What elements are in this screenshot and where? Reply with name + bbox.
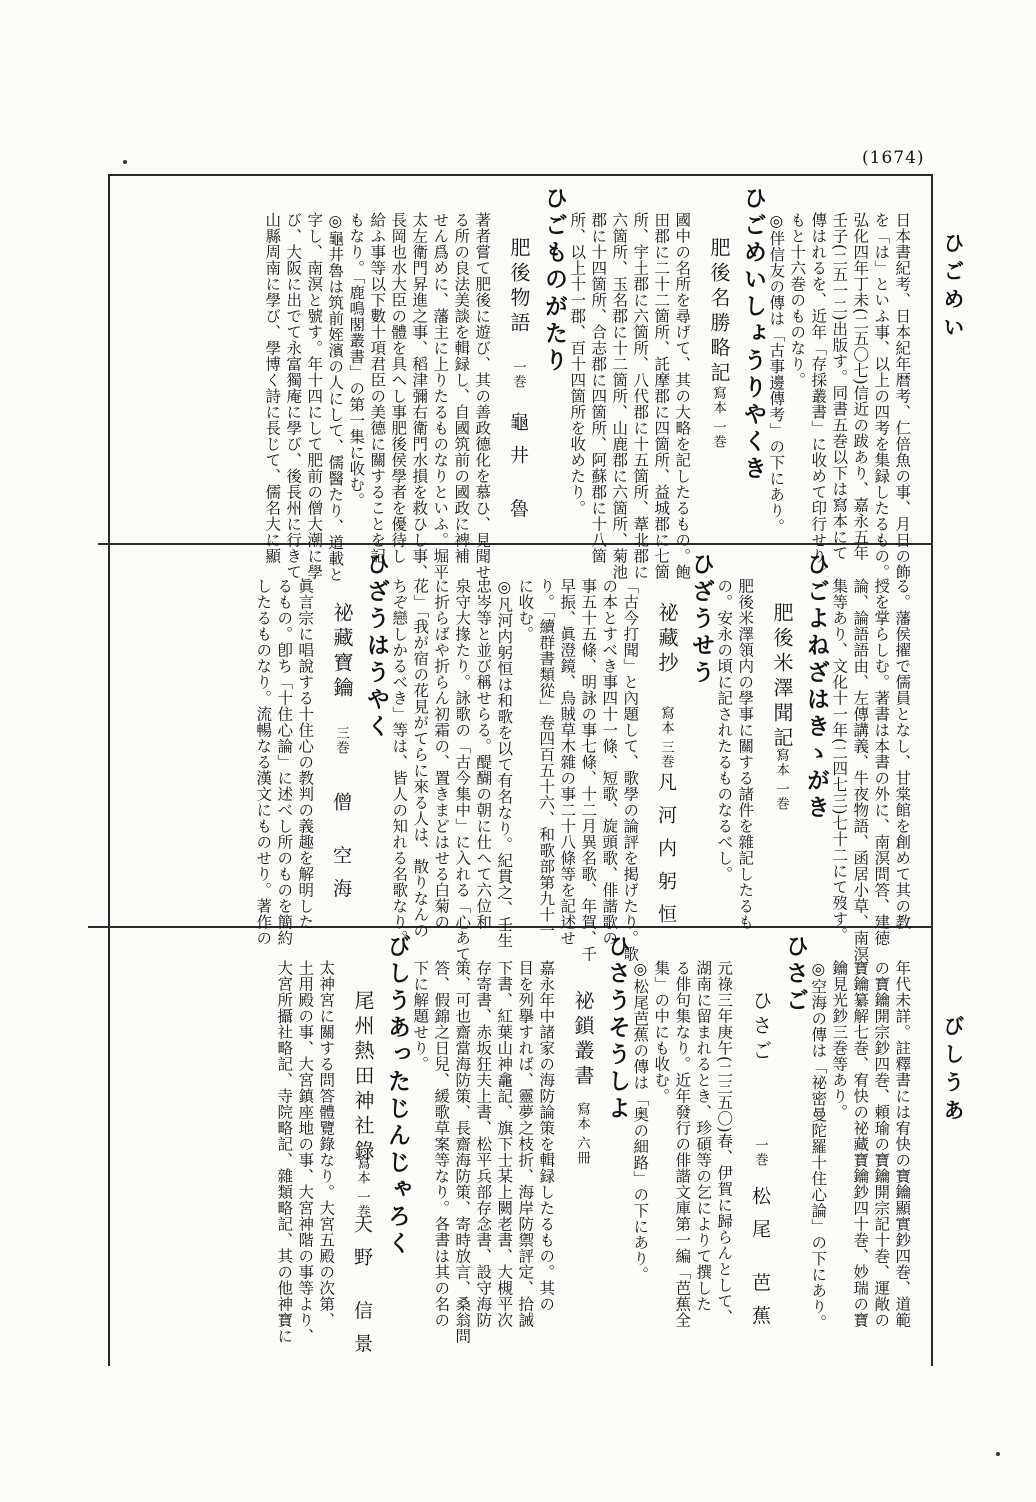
text-column: 六箇所、玉名郡に十二箇所、山鹿郡に六箇所、菊池 <box>610 212 629 580</box>
text-column: 泉守大掾たり。詠歌の「古今集中」に入れる「心あて <box>453 578 472 962</box>
text-column: ◎伴信友の傳は「古事邊傳考」の下にあり。 <box>767 212 786 535</box>
text-column: 事五十五條、明詠の事七條、十二月異名歌、年賀、千 <box>579 578 598 962</box>
text-column: 下に解題せり。 <box>411 960 430 1072</box>
entry-author: 天野 信景 <box>351 1214 373 1367</box>
text-column: 所、宇土郡に六箇所、八代郡に十五箇所、葦北郡に <box>631 212 650 580</box>
text-column: ◎龜井魯は筑前姪濱の人にして、儒醫たり、道載と <box>326 212 345 583</box>
text-column: び、大阪に出でて永富獨庵に學び、後長州に行きて <box>284 212 303 580</box>
entry-volume-note: 寫本 一巻 <box>773 748 789 812</box>
frame-top-rule <box>108 174 932 176</box>
text-column: 郡に十四箇所、合志郡に四箇所、阿蘇郡に十八箇 <box>589 212 608 564</box>
entry-title: 肥後名勝略記 <box>707 237 731 387</box>
text-column: ちぞ戀しかるべき」等は、皆人の知れる名歌なり。 <box>390 578 409 946</box>
text-column: 長岡也水大臣の體を具へし事肥後侯學者を優待し <box>389 212 408 564</box>
text-column: せん爲めに、藩主に上りたるものなりといふ。堀平 <box>431 212 450 580</box>
text-column: 論、論語語由、左傳講義、牛夜物語、函居小草、南溟 <box>851 578 870 962</box>
text-column: 「古今打聞」と內題して、歌學の論評を掲げたり。歌 <box>621 578 640 962</box>
text-column: もと十六巻のものなり。 <box>788 212 807 388</box>
text-column: 眞言宗に唱說する十住心の教判の義趣を解明した <box>296 578 315 930</box>
text-column: 田郡に二十二箇所、託摩郡に四箇所、益城郡に七箇 <box>652 212 671 580</box>
text-column: の。安永の頃に記されたるものなるべし。 <box>715 578 734 882</box>
text-column: 鑰見光鈔三巻等あり。 <box>830 960 849 1120</box>
entry-volume-note: 三巻 <box>333 726 349 755</box>
section-divider-1 <box>98 543 932 545</box>
text-column: したるものなり。流暢なる漢文にものせり。著作の <box>254 578 273 946</box>
text-column: 太左衛門昇進之事、稻津彌右衛門水損を救ひし事、 <box>410 212 429 580</box>
text-column: 壬子(二五一二)出版す。同書五巻以下は寫本にて <box>830 212 849 562</box>
text-column: 忠岑等と並び稱せらる。醍醐の朝に仕へて六位和 <box>474 578 493 930</box>
text-column: る所の良法美談を輯録し、自國筑前の國政に裨補 <box>452 212 471 564</box>
text-column: ◎凡河内躬恒は和歌を以て有名なり。紀貫之、壬生 <box>495 578 514 949</box>
entry-volume-note: 寫本 三巻 <box>658 706 674 770</box>
text-column: 嘉永年中諸家の海防論策を輯録したるもの。其の <box>537 960 556 1312</box>
text-column: ◎松尾芭蕉の傳は「奥の細路」の下にあり。 <box>631 960 650 1283</box>
text-column: に收む。 <box>516 578 535 642</box>
text-column: 字し、南溟と號す。年十四にして肥前の僧大潮に學 <box>305 212 324 580</box>
text-column: 肥後米澤領内の學事に關する諸件を雜記したるも <box>736 578 755 930</box>
text-column: 日本書紀考、日本紀年暦考、仁倍魚の事、月日の飾 <box>893 212 912 580</box>
entry-title: 肥後物語 <box>507 237 531 337</box>
entry-title: 祕藏寶鑰 <box>330 602 354 702</box>
text-column: る俳句集なり。近年發行の俳諧文庫第一編「芭蕉全 <box>673 960 692 1328</box>
text-column: 給ふ事等以下數十項君臣の美德に關することを記 <box>368 212 387 564</box>
entry-author: 凡河内躬恒 <box>655 772 677 937</box>
text-column: 大宮所攝社略記、寺院略記、雜類略記、其の他神寶に <box>275 960 294 1344</box>
entry-title: 尾州熱田神社錄 <box>351 990 375 1165</box>
text-column: の本とすべき事四十一條、短歌、旋頭歌、俳諧歌の <box>600 578 619 946</box>
text-column: 土用殿の事、大宮鎮座地の事、大宮神階の事等より、 <box>296 960 315 1344</box>
text-column: 弘化四年丁未(二五〇七)信近の跋あり、嘉永五年 <box>851 212 870 562</box>
text-column: の寶鑰開宗鈔四巻、頼瑜の寶鑰開宗記十巻、運敞の <box>872 960 891 1328</box>
text-column: 著者嘗て肥後に遊び、其の善政德化を慕ひ、見聞せ <box>473 212 492 580</box>
text-column: 傳はれるを、近年「存採叢書」に收めて印行せり。 <box>809 212 828 580</box>
entry-volume-note: 寫本 一巻 <box>710 386 726 450</box>
text-column: 所、以上十一郡、百十四箇所を收めたり。 <box>568 212 587 516</box>
text-column: るもの。卽ち「十住心論」に述べし所のものを簡約 <box>275 578 294 946</box>
entry-headword: ひさご <box>782 934 809 1015</box>
text-column: もなり。「鹿鳴閣叢書」の第一集に收む。 <box>347 212 366 509</box>
margin-dot <box>996 1452 1000 1456</box>
text-column: ◎空海の傳は「祕密曼陀羅十住心論」の下にあり。 <box>809 960 828 1331</box>
frame-left-rule <box>108 174 110 1366</box>
text-column: 元祿三年庚午(二三五〇)春、伊賀に歸らんとして、 <box>715 960 734 1326</box>
entry-author: 僧 空海 <box>330 792 352 912</box>
entry-volume-note: 一巻 <box>510 360 526 389</box>
text-column: 授を掌らしむ。著書は本書の外に、南溟問答、建徳 <box>872 578 891 946</box>
entry-volume-note: 一巻 <box>752 1138 768 1167</box>
text-column: 目を列擧すれば、靈夢之枝折、海岸防禦評定、拾誡 <box>516 960 535 1328</box>
entry-headword: びしうあったじんじゃろく <box>384 934 411 1258</box>
entry-title: ひさご <box>749 990 773 1065</box>
entry-title: 祕鎖叢書 <box>571 990 595 1090</box>
entry-headword: ひざうはうやく <box>363 552 390 741</box>
text-column: 答、假錦之日兒、緩歌草案等なり。各書は其の名の <box>432 960 451 1328</box>
entry-title: 肥後米澤聞記 <box>770 602 794 752</box>
frame-right-rule <box>931 174 933 1366</box>
text-column: 國中の名所を尋げて、其の大略を記したるもの。飽 <box>673 212 692 580</box>
text-column: 寶鑰纂解七巻、宥快の祕藏寶鑰鈔四十巻、妙瑞の寶 <box>851 960 870 1328</box>
entry-headword: ひごものがたり <box>541 186 568 375</box>
entry-headword: ひざうせう <box>688 552 715 687</box>
text-column: 集」の中にも收む。 <box>652 960 671 1104</box>
text-column: 山縣周南に學び、學博く詩に長じて、儒名大に顯 <box>263 212 282 564</box>
guide-word-top: ひごめい <box>941 232 966 344</box>
entry-title: 祕藏抄 <box>655 602 679 677</box>
text-column: 策、可也齋當海防策、長齋海防策、寄時放言、桑翁問 <box>453 960 472 1344</box>
entry-headword: ひごめいしょうりやくき <box>740 186 767 483</box>
entry-author: 松尾 芭蕉 <box>749 1186 771 1339</box>
entry-headword: ひさうそうしよ <box>604 934 631 1123</box>
text-column: 下書、紅葉山神龕記、旗下士某上闕老書、大槻平次 <box>495 960 514 1328</box>
text-column: 年代未詳。註釋書には宥快の寶鑰顯實鈔四巻、道範 <box>893 960 912 1328</box>
text-column: 存寄書、赤坂狂夫上書、松平兵部存念書、設守海防 <box>474 960 493 1328</box>
text-column: 集等あり、文化十一年(二四七三)七十二にて歿す。 <box>830 578 849 944</box>
text-column: 太神宮に關する問答體覽錄なり。大宮五殿の次第、 <box>317 960 336 1328</box>
page-number: (1674) <box>862 148 925 168</box>
text-column: 花」「我が宿の花見がてらに來る人は、散りなんの <box>411 578 430 939</box>
text-column: る。藩侯擢で儒員となし、甘棠館を創めて其の教 <box>893 578 912 930</box>
entry-volume-note: 寫本 一巻 <box>354 1156 370 1220</box>
entry-author: 龜井 魯 <box>507 412 529 532</box>
entry-headword: ひごよねざはきゝがき <box>803 552 830 822</box>
margin-dot <box>123 160 127 164</box>
text-column: 湖南に留まれるとき、珍碩等の乞によりて撰した <box>694 960 713 1312</box>
text-column: り。「續群書類從」卷四百五十六、和歌部第九十一 <box>537 578 556 939</box>
entry-volume-note: 寫本 六冊 <box>574 1102 590 1166</box>
text-column: に折らばや折らん初霜の、置きまどはせる白菊の <box>432 578 451 930</box>
text-column: 早振、眞澄鏡、烏賊草木雜の事二十八條等を記述せ <box>558 578 577 946</box>
guide-word-bottom: びしうあ <box>941 1015 966 1127</box>
text-column: を「は」といふ事、以上の四考を集録したるもの。 <box>872 212 891 580</box>
